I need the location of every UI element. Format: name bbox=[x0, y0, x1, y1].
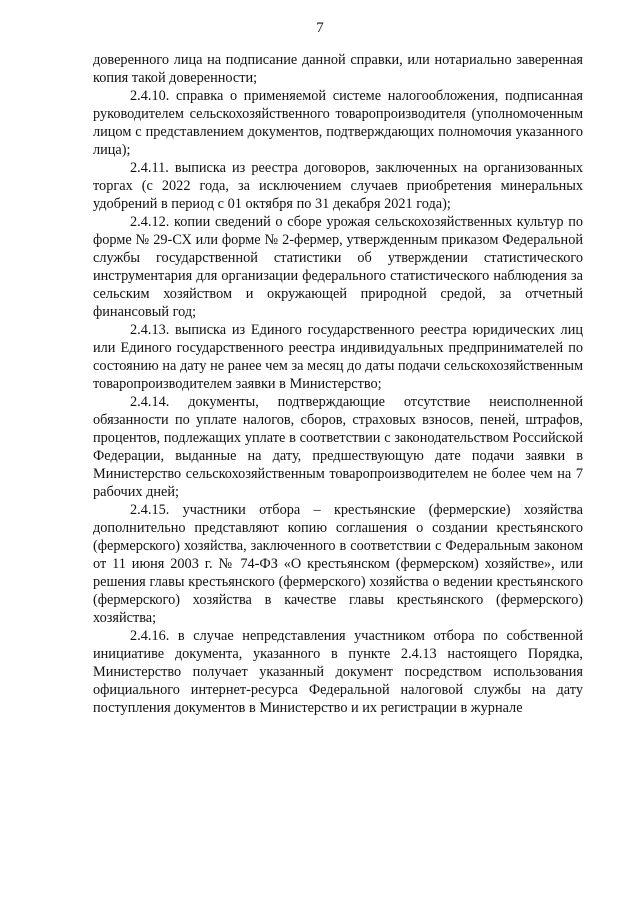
paragraph-2-4-10: 2.4.10. справка о применяемой системе налогообложения, подписанная руководителем сельскохозяйственного товаропроизводителя (уполномоченным лицом с представлением документов, подтверждающих полномочия указанного лица); bbox=[93, 88, 583, 158]
paragraph-2-4-13: 2.4.13. выписка из Единого государственного реестра юридических лиц или Единого государственного реестра индивидуальных предпринимателей по состоянию на дату не ранее чем за месяц до даты подачи сельскохозяйственным товаропроизводителем заявки в Министерство; bbox=[93, 322, 583, 392]
paragraph-2-4-12: 2.4.12. копии сведений о сборе урожая сельскохозяйственных культур по форме № 29-СХ или форме № 2-фермер, утвержденным приказом Федеральной службы государственной статистики об утверждении статистического инструментария для организации федерального статистического наблюдения за сельским хозяйством и окружающей природной средой, за отчетный финансовый год; bbox=[93, 214, 583, 320]
document-body bbox=[93, 51, 583, 717]
paragraph-2-4-14: 2.4.14. документы, подтверждающие отсутствие неисполненной обязанности по уплате налогов, сборов, страховых взносов, пеней, штрафов, процентов, подлежащих уплате в соответствии с законодательством Российской Федерации, выданные на дату, предшествующую дате подачи заявки в Министерство сельскохозяйственным товаропроизводителем не более чем на 7 рабочих дней; bbox=[93, 394, 583, 500]
paragraph-2-4-11: 2.4.11. выписка из реестра договоров, заключенных на организованных торгах (с 2022 года, за исключением случаев приобретения минеральных удобрений в период с 01 октября по 31 декабря 2021 года); bbox=[93, 160, 583, 212]
paragraph-2-4-15: 2.4.15. участники отбора – крестьянские (фермерские) хозяйства дополнительно представляют копию соглашения о создании крестьянского (фермерского) хозяйства, заключенного в соответствии с Федеральным законом от 11 июня 2003 г. № 74-ФЗ «О крестьянском (фермерском) хозяйстве», или решения главы крестьянского (фермерского) хозяйства о ведении крестьянского (фермерского) хозяйства в качестве главы крестьянского (фермерского) хозяйства; bbox=[93, 502, 583, 626]
paragraph-2-4-16: 2.4.16. в случае непредставления участником отбора по собственной инициативе документа, указанного в пункте 2.4.13 настоящего Порядка, Министерство получает указанный документ посредством использования официального интернет-ресурса Федеральной налоговой службы на дату поступления документов в Министерство и их регистрации в журнале bbox=[93, 628, 583, 716]
page-number: 7 bbox=[316, 20, 324, 36]
paragraph-continuation: доверенного лица на подписание данной справки, или нотариально заверенная копия такой доверенности; bbox=[93, 52, 583, 86]
